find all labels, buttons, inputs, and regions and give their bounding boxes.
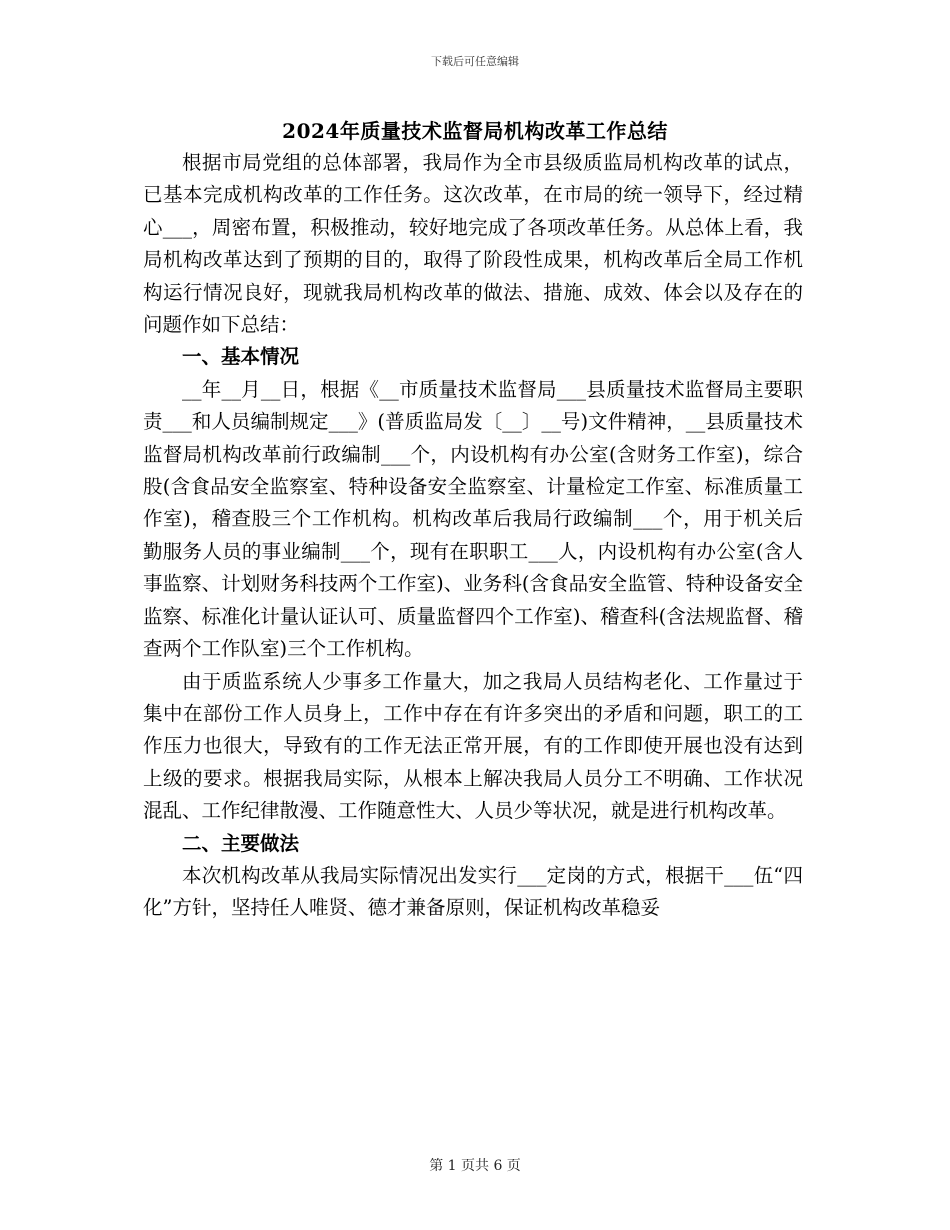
paragraph-reasons: 由于质监系统人少事多工作量大，加之我局人员结构老化、工作量过于集中在部份工作人员身上，工作中存在有许多突出的矛盾和问题，职工的工作压力也很大，导致有的工作无法正常开展，有的工作即使开展也没有达到上级的要求。根据我局实际，从根本上解决我局人员分工不明确、工作状况混乱、工作纪律散漫、工作随意性大、人员少等状况，就是进行机构改革。 [143, 669, 803, 823]
paragraph-intro: 根据市局党组的总体部署，我局作为全市县级质监局机构改革的试点，已基本完成机构改革的工作任务。这次改革，在市局的统一领导下，经过精心___，周密布置，积极推动，较好地完成了各项改革任务。从总体上看，我局机构改革达到了预期的目的，取得了阶段性成果，机构改革后全局工作机构运行情况良好，现就我局机构改革的做法、措施、成效、体会以及存在的问题作如下总结： [143, 151, 803, 337]
document-body [143, 147, 803, 925]
paragraph-basic-situation: __年__月__日，根据《__市质量技术监督局___县质量技术监督局主要职责___和人员编制规定___》(普质监局发〔__〕__号)文件精神，__县质量技术监督局机构改革前行政编制___个，内设机构有办公室(含财务工作室)，综合股(含食品安全监察室、特种设备安全监察室、计量检定工作室、标准质量工作室)，稽查股三个工作机构。机构改革后我局行政编制___个，用于机关后勤服务人员的事业编制___个，现有在职职工___人，内设机构有办公室(含人事监察、计划财务科技两个工作室)、业务科(含食品安全监管、特种设备安全监察、标准化计量认证认可、质量监督四个工作室)、稽查科(含法规监督、稽查两个工作队室)三个工作机构。 [143, 377, 803, 661]
paragraph-practices: 本次机构改革从我局实际情况出发实行___定岗的方式，根据干___伍“四化”方针，坚持任人唯贤、德才兼备原则，保证机构改革稳妥 [143, 863, 803, 920]
document-title: 2024年质量技术监督局机构改革工作总结 [282, 119, 668, 143]
section-heading-basic: 一、基本情况 [182, 345, 300, 369]
section-heading-practices: 二、主要做法 [182, 831, 300, 855]
page-footer: 第 1 页共 6 页 [429, 1158, 521, 1174]
header-note: 下载后可任意编辑 [431, 55, 519, 68]
